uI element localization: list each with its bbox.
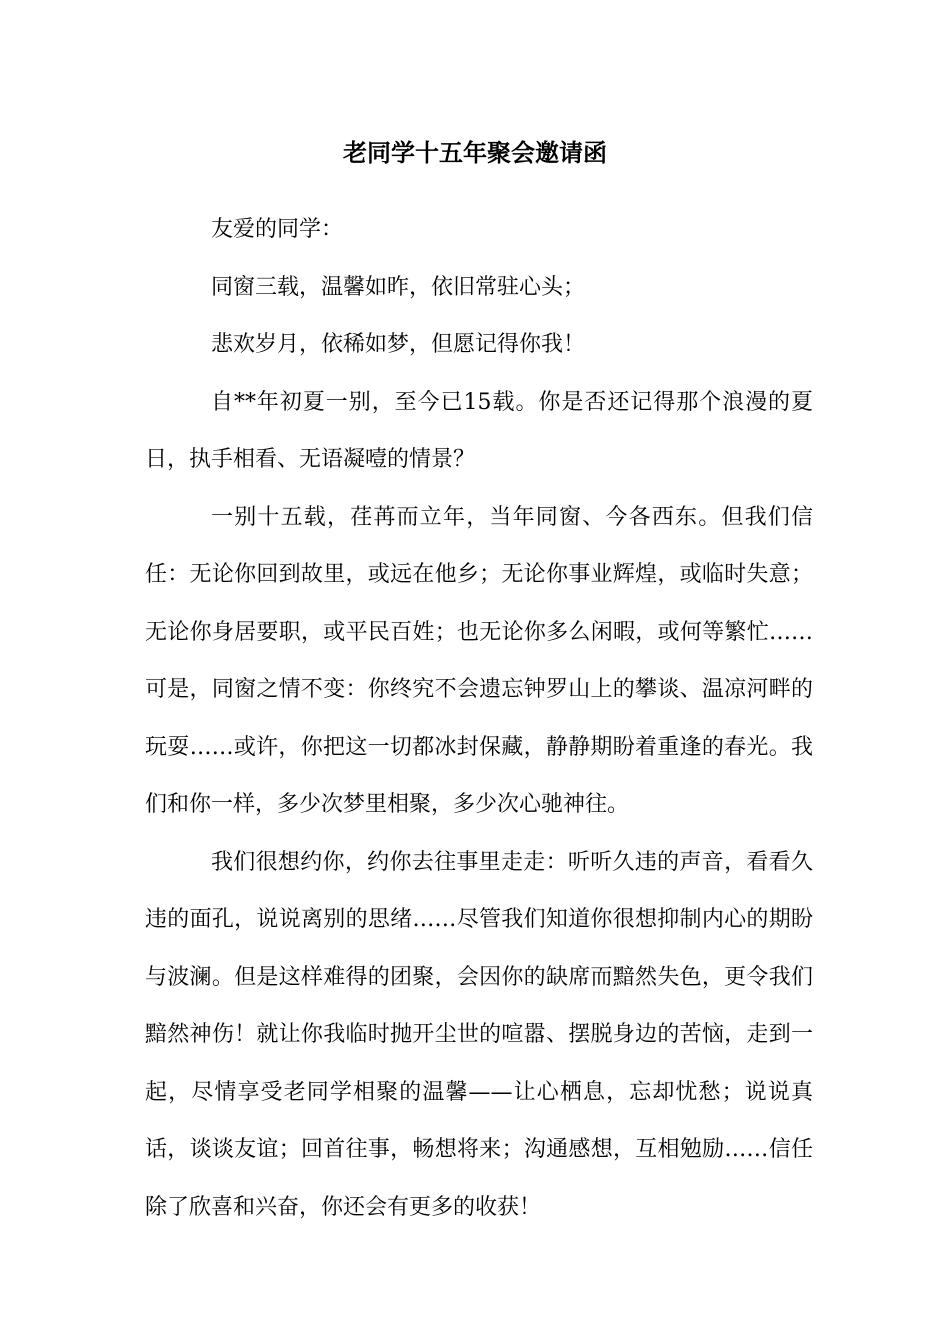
paragraph-salutation: 友爱的同学： — [211, 217, 344, 242]
paragraph-friendship: 一别十五载，荏苒而立年，当年同窗、今各西东。但我们信任：无论你回到故里，或远在他乡；无论你事业辉煌，或临时失意；无论你身居要职，或平民百姓；也无论你多么闲暇，或何等繁忙……可是，同窗之情不变：你终究不会遗忘钟罗山上的攀谈、温凉河畔的玩耍……或许，你把这一切都冰封保藏，静静期盼着重逢的春光。我们和你一样，多少次梦里相聚，多少次心驰神往。 — [145, 504, 813, 817]
document-body — [145, 201, 813, 1236]
paragraph-verse-2: 悲欢岁月，依稀如梦，但愿记得你我！ — [211, 332, 586, 357]
paragraph-verse-1: 同窗三载，温馨如昨，依旧常驻心头； — [211, 274, 586, 300]
document-title: 老同学十五年聚会邀请函 — [343, 138, 607, 167]
paragraph-invitation: 我们很想约你，约你去往事里走走：听听久违的声音，看看久违的面孔，说说离别的思绪……尽管我们知道你很想抑制内心的期盼与波澜。但是这样难得的团聚，会因你的缺席而黯然失色，更令我们黯然神伤！就让你我临时抛开尘世的喧嚣、摆脱身边的苦恼，走到一起，尽情享受老同学相聚的温馨——让心栖息，忘却忧愁；说说真话，谈谈友谊；回首往事，畅想将来；沟通感想，互相勉励……信任除了欣喜和兴奋，你还会有更多的收获！ — [145, 849, 813, 1220]
paragraph-intro: 自**年初夏一别，至今已15载。你是否还记得那个浪漫的夏日，执手相看、无语凝噎的情景？ — [145, 389, 813, 472]
